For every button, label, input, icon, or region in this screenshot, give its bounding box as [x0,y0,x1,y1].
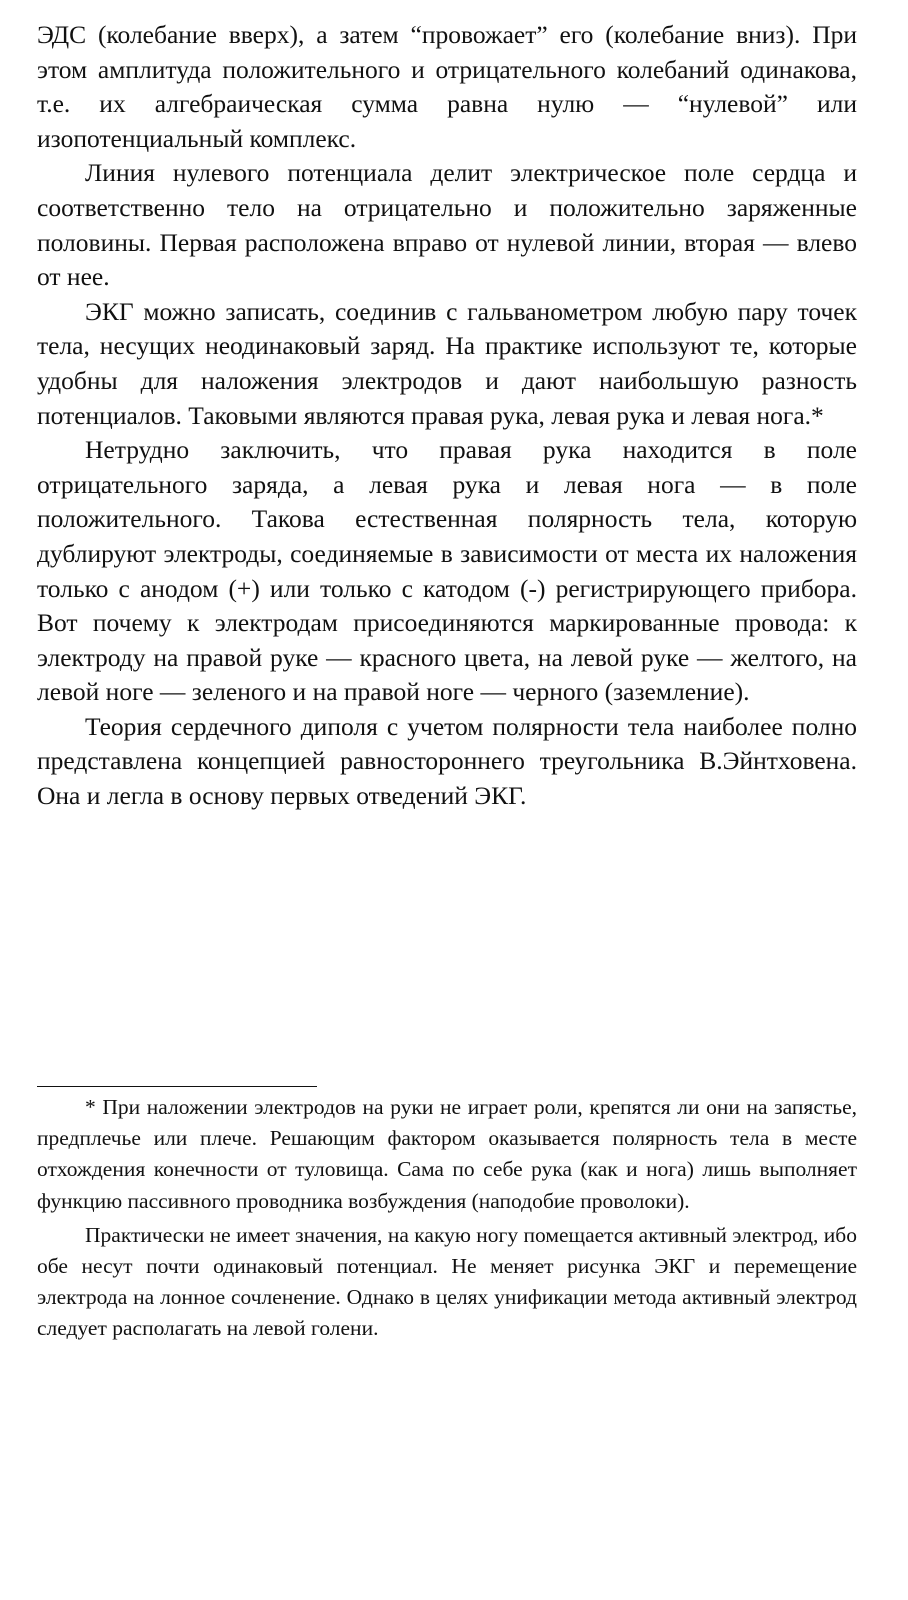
footnote-paragraph: Практически не имеет значения, на какую ногу помещается активный электрод, ибо обе несут почти одинаковый потенциал. Не меняет рисунка ЭКГ и перемещение электрода на лонное сочленение. Однако в целях унификации метода активный электрод следует располагать на левой голени. [37,1222,857,1341]
paragraph: Нетрудно заключить, что правая рука находится в поле отрицательного заряда, а левая рука и левая нога — в поле положительного. Такова естественная полярность тела, которую дублируют электроды, соединяемые в зависимости от места их наложения только с анодом (+) или только с катодом (-) регистрирующего прибора. Вот почему к электродам присоединяются маркированные провода: к электроду на правой руке — красного цвета, на левой руке — желтого, на левой ноге — зеленого и на правой ноге — черного (заземление). [37,435,857,707]
footnote [37,1092,857,1345]
paragraph: Линия нулевого потенциала делит электрическое поле сердца и соответственно тело на отрицательно и положительно заряженные половины. Первая расположена вправо от нулевой линии, вторая — влево от нее. [37,158,857,292]
main-text [37,18,857,814]
paragraph: ЭКГ можно записать, соединив с гальванометром любую пару точек тела, несущих неодинаковый заряд. На практике используют те, которые удобны для наложения электродов и дают наибольшую разность потенциалов. Таковыми являются правая рука, левая рука и левая нога.* [37,296,857,430]
footnote-separator [37,1086,317,1087]
footnote-paragraph: * При наложении электродов на руки не играет роли, крепятся ли они на запястье, предплечье или плече. Решающим фактором оказывается полярность тела в месте отхождения конечности от туловища. Сама по себе рука (как и нога) лишь выполняет функцию пассивного проводника возбуждения (наподобие проволоки). [37,1095,857,1213]
paragraph: ЭДС (колебание вверх), а затем “провожает” его (колебание вниз). При этом амплитуда положительного и отрицательного колебаний одинакова, т.е. их алгебраическая сумма равна нулю — “нулевой” или изопотенциальный комплекс. [37,20,857,153]
paragraph: Теория сердечного диполя с учетом полярности тела наиболее полно представлена концепцией равностороннего треугольника В.Эйнтховена. Она и легла в основу первых отведений ЭКГ. [37,711,857,811]
